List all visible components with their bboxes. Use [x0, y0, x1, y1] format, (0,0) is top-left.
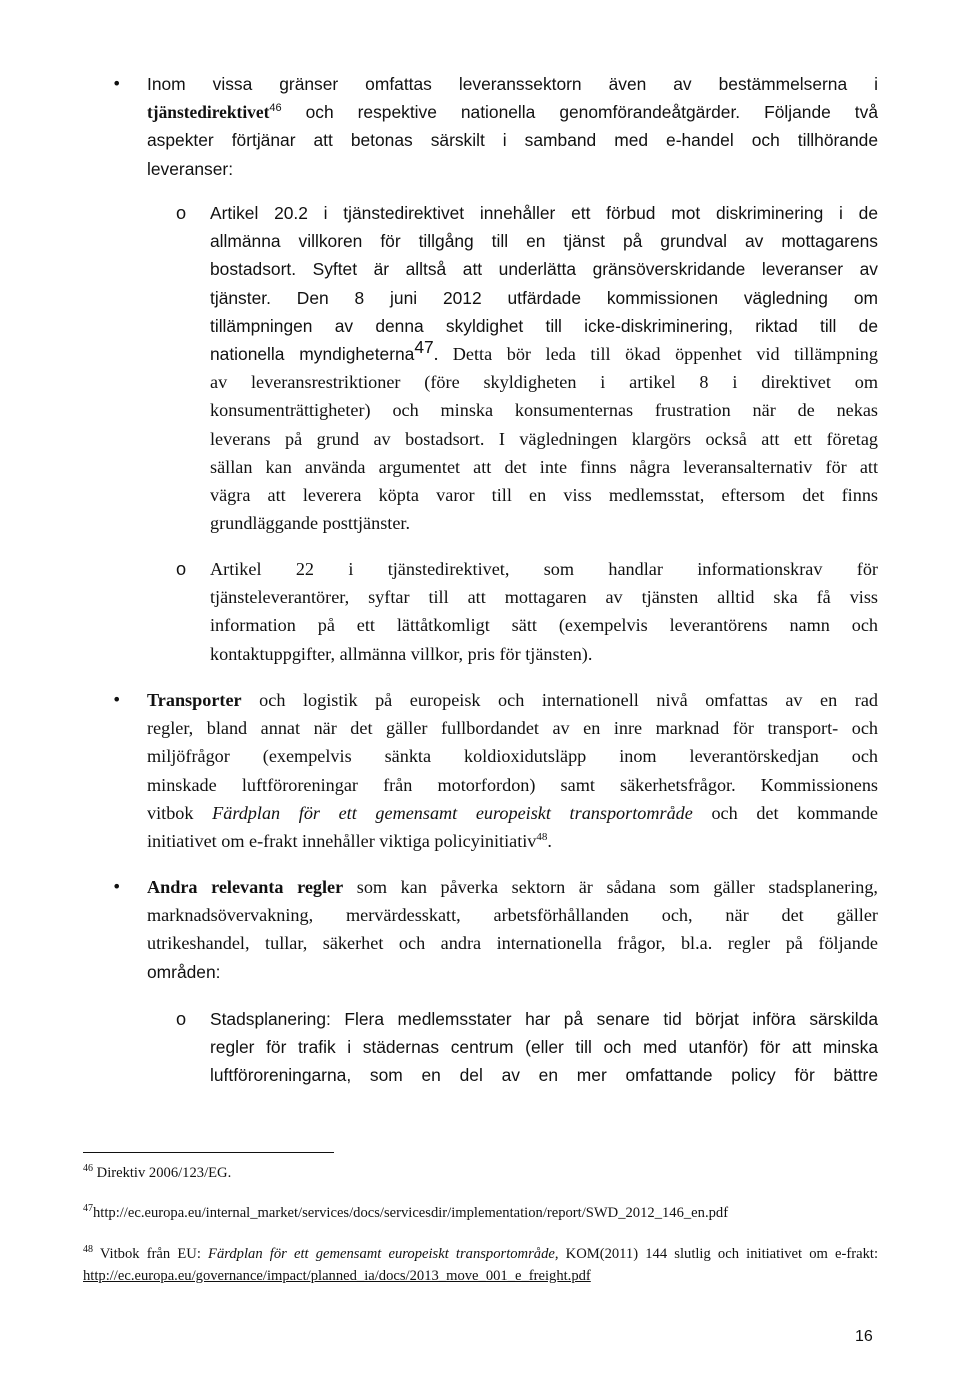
footnote-text: , KOM(2011) 144 slutlig och initiativet om e-frakt:	[554, 1246, 878, 1262]
text-span: nationella myndigheterna	[210, 344, 415, 365]
bold-term: Andra relevanta regler	[147, 877, 344, 897]
footnote-text: Direktiv 2006/123/EG.	[93, 1165, 232, 1181]
text-line: tillämpningen av denna skyldighet till icke-diskriminering, riktad till de	[210, 315, 878, 336]
page-number: 16	[855, 1328, 873, 1345]
text-line: tjänsteleverantörer, syftar till att mottagaren av tjänsten alltid ska få viss	[210, 587, 878, 608]
text-line: områden:	[147, 961, 221, 982]
bullet-marker: •	[112, 74, 122, 93]
text-line: allmänna villkoren för tillgång till en tjänst på grundval av mottagarens	[210, 231, 878, 252]
text-line	[147, 873, 878, 901]
text-span: initiativet om e-frakt innehåller viktiga policyinitiativ	[147, 831, 537, 852]
text-span: .	[547, 831, 552, 852]
footnote-46	[83, 1162, 231, 1184]
bullet-marker: •	[112, 690, 122, 709]
text-line	[210, 425, 878, 453]
footnote-number: 47	[83, 1203, 93, 1214]
footnote-ref-46[interactable]: 46	[269, 102, 282, 115]
footnote-48	[83, 1243, 878, 1287]
footnote-text: Vitbok från EU:	[93, 1246, 209, 1262]
paragraph-services-directive	[147, 70, 878, 183]
sub-bullet-marker: o	[176, 1009, 187, 1029]
text-line: sällan kan använda argumentet att det inte finns några leveransalternativ för att	[210, 456, 878, 477]
text-line: av leveransrestriktioner (före skyldigheten i artikel 8 i direktivet om	[210, 372, 878, 393]
footnote-number: 46	[83, 1163, 93, 1174]
text-line: miljöfrågor (exempelvis sänkta koldioxidutsläpp inom leverantörskedjan och	[147, 746, 878, 767]
text-line	[147, 799, 878, 827]
text-line: tjänster. Den 8 juni 2012 utfärdade kommissionen vägledning om	[210, 287, 878, 308]
footnote-separator	[83, 1152, 334, 1153]
text-line: leveranser:	[147, 158, 234, 179]
footnote-ref-47[interactable]: 47	[414, 337, 434, 358]
text-line: regler, bland annat när det gäller fullbordandet av en inre marknad för transport- och	[147, 718, 878, 739]
text-line: grundläggande posttjänster.	[210, 513, 411, 534]
bullet-marker: •	[112, 877, 122, 896]
text-span: . Detta bör leda till ökad öppenhet vid tillämpning	[433, 344, 878, 365]
text-line: Artikel 22 i tjänstedirektivet, som handlar informationskrav för	[210, 559, 878, 579]
footnote-link[interactable]: http://ec.europa.eu/governance/impact/planned_ia/docs/2013_move_001_e_freight.pdf	[83, 1268, 591, 1284]
footnote-italic-title: Färdplan för ett gemensamt europeiskt transportområde	[208, 1246, 555, 1262]
text-line: aspekter förtjänar att betonas särskilt i samband med e-handel och tillhörande	[147, 130, 878, 151]
text-line: utrikeshandel, tullar, säkerhet och andra internationella frågor, bl.a. regler på följande	[147, 933, 878, 954]
text-line	[210, 337, 878, 368]
text-line: marknadsövervakning, mervärdesskatt, arbetsförhållanden och, när det gäller	[147, 905, 878, 926]
footnote-ref-48[interactable]: 48	[536, 831, 548, 844]
text-span: I vägledningen klargörs också att ett företag	[484, 428, 879, 449]
text-line	[147, 98, 878, 126]
text-line: Inom vissa gränser omfattas leveranssektorn även av bestämmelserna i	[147, 74, 878, 94]
bold-term: tjänstedirektivet	[147, 102, 270, 123]
text-line: Artikel 20.2 i tjänstedirektivet innehåller ett förbud mot diskriminering i de	[210, 203, 878, 223]
text-line: luftföroreningarna, som en del av en mer omfattande policy för bättre	[210, 1065, 878, 1086]
text-span: och det kommande	[692, 802, 878, 823]
text-line: kontaktuppgifter, allmänna villkor, pris för tjänsten).	[210, 643, 593, 664]
paragraph-other-rules	[147, 873, 878, 986]
footnote-number: 48	[83, 1244, 93, 1255]
paragraph-transport	[147, 686, 878, 855]
sub-bullet-marker: o	[176, 203, 187, 223]
text-line: vägra att leverera köpta varor till en viss medlemsstat, eftersom det finns	[210, 485, 878, 506]
text-span: vitbok	[147, 802, 213, 823]
text-line: Stadsplanering: Flera medlemsstater har på senare tid börjat införa särskilda	[210, 1009, 878, 1029]
text-span: som kan påverka sektorn är sådana som gäller stadsplanering,	[343, 877, 878, 897]
sub-bullet-marker: o	[176, 559, 187, 579]
subparagraph-article-20-2	[210, 199, 878, 537]
text-line: regler för trafik i städernas centrum (eller till och med utanför) för att minska	[210, 1037, 878, 1058]
footnote-47	[83, 1202, 728, 1224]
text-span: och logistik på europeisk och internationell nivå omfattas av en rad	[241, 690, 878, 710]
bold-term: Transporter	[147, 690, 242, 710]
footnote-url-text: http://ec.europa.eu/internal_market/services/docs/servicesdir/implementation/report/SWD_2012_146_en.pdf	[93, 1205, 729, 1221]
italic-title: Färdplan för ett gemensamt europeiskt transportområde	[212, 802, 693, 823]
subparagraph-article-22	[210, 555, 878, 668]
text-line: information på ett lättåtkomligt sätt (exempelvis leverantörens namn och	[210, 615, 878, 636]
text-line: konsumenträttigheter) och minska konsumenternas frustration när de nekas	[210, 400, 878, 421]
text-line	[147, 686, 878, 714]
text-line: minskade luftföroreningar från motorfordon) samt säkerhetsfrågor. Kommissionens	[147, 774, 878, 795]
text-span: och respektive nationella genomförandeåtgärder. Följande två	[281, 102, 878, 123]
text-line: bostadsort. Syftet är alltså att underlätta gränsöverskridande leveranser av	[210, 259, 878, 280]
subparagraph-urban-planning	[210, 1005, 878, 1090]
text-line	[147, 827, 878, 855]
text-span: leverans på grund av bostadsort.	[210, 428, 485, 449]
